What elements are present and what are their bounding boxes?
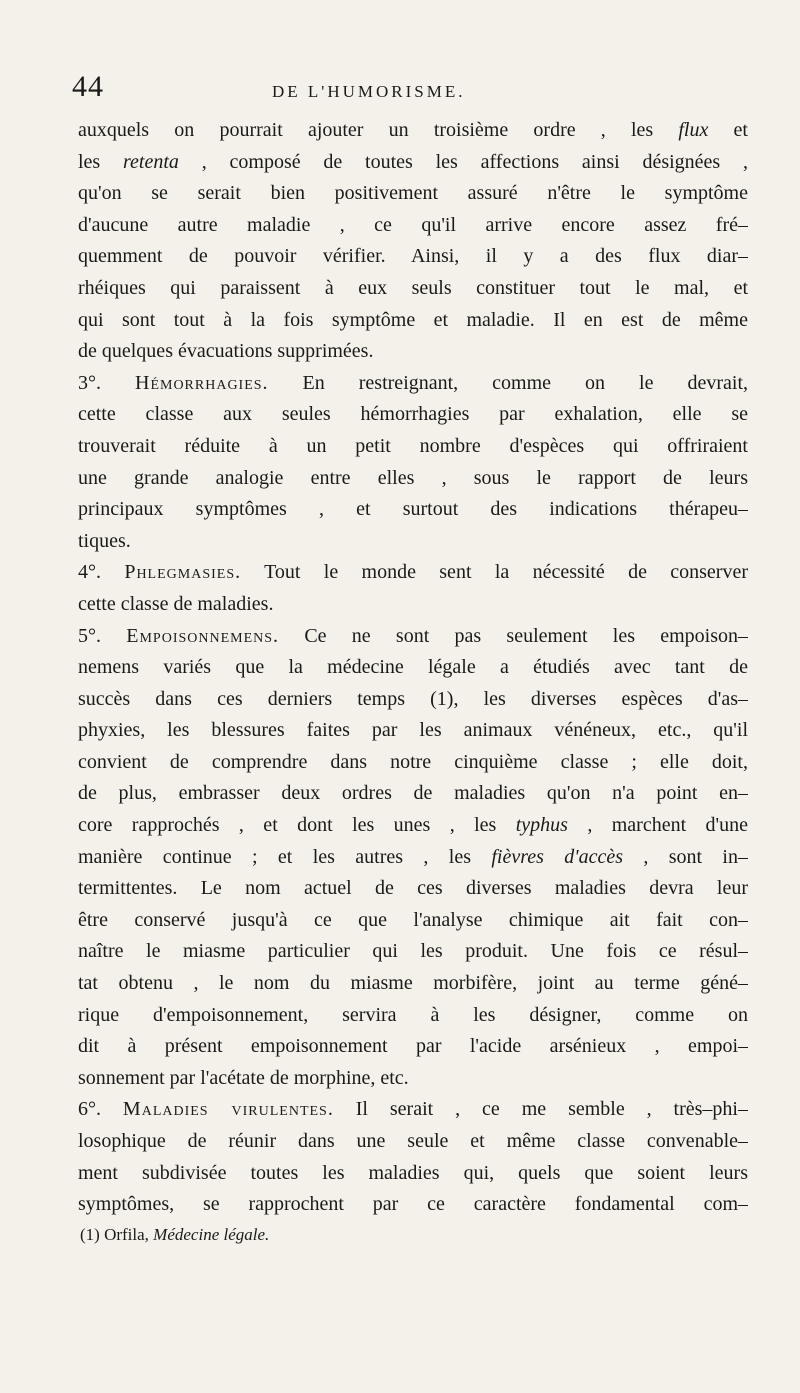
text-run: rhéiques qui paraissent à eux seuls constituer tout le mal, et <box>78 276 748 299</box>
text-run: Tout le monde sent la nécessité de conserver <box>241 561 748 584</box>
text-line <box>78 810 748 842</box>
page-number: 44 <box>72 70 104 103</box>
italic-term: fièvres d'accès <box>491 845 623 868</box>
text-run: naître le miasme particulier qui les produit. Une fois ce résul– <box>78 940 748 963</box>
text-run: Ce ne sont pas seulement les empoison– <box>279 624 748 647</box>
section-heading: Maladies virulentes. <box>122 1098 334 1121</box>
text-line <box>78 431 748 463</box>
text-run: 6°. <box>78 1098 123 1121</box>
text-run: trouverait réduite à un petit nombre d'espèces qui offriraient <box>78 434 748 457</box>
text-line <box>78 778 748 810</box>
text-line <box>78 1000 748 1032</box>
text-line <box>78 1189 748 1221</box>
text-run: losophique de réunir dans une seule et même classe convenable– <box>78 1130 748 1152</box>
text-line <box>78 115 748 147</box>
italic-term: retenta <box>123 150 179 173</box>
text-run: nemens variés que la médecine légale a étudiés avec tant de <box>78 656 748 679</box>
text-line <box>78 747 748 779</box>
text-run: et <box>708 119 748 141</box>
running-title: DE L'HUMORISME. <box>272 82 466 101</box>
text-run: symptômes, se rapprochent par ce caractère fondamental com– <box>78 1193 748 1216</box>
text-run: Il serait , ce me semble , très–phi– <box>333 1098 748 1121</box>
text-run: qui sont tout à la fois symptôme et maladie. Il en est de même <box>78 308 748 331</box>
text-run: auxquels on pourrait ajouter un troisième ordre , les <box>78 119 679 141</box>
text-run: 5°. <box>78 624 127 647</box>
text-run: core rapprochés , et dont les unes , les <box>78 814 516 837</box>
text-run: principaux symptômes , et surtout des indications thérapeu– <box>78 498 748 521</box>
text-run: être conservé jusqu'à ce que l'analyse chimique ait fait con– <box>78 908 748 931</box>
text-run: , sont in– <box>623 845 748 868</box>
text-run: cette classe de maladies. <box>78 592 274 615</box>
text-run: 3°. <box>78 371 135 394</box>
running-head <box>72 70 732 110</box>
text-line <box>78 968 748 1000</box>
text-run: de quelques évacuations supprimées. <box>78 340 374 363</box>
text-run: tiques. <box>78 529 131 552</box>
text-run: En restreignant, comme on le devrait, <box>268 371 748 394</box>
text-line <box>78 368 748 400</box>
text-line <box>78 621 748 653</box>
text-run: les <box>78 150 124 173</box>
text-run: quemment de pouvoir vérifier. Ainsi, il y a des flux diar– <box>78 245 748 268</box>
italic-term: typhus <box>515 814 568 837</box>
text-line <box>78 494 748 526</box>
text-line <box>78 715 748 747</box>
footnote-marker: (1) <box>80 1225 100 1244</box>
text-line <box>78 178 748 210</box>
text-line <box>78 147 748 179</box>
text-run: d'aucune autre maladie , ce qu'il arrive encore assez fré– <box>78 213 748 236</box>
text-run: tat obtenu , le nom du miasme morbifère, joint au terme géné– <box>78 972 748 995</box>
text-line <box>78 1126 748 1158</box>
body-text <box>78 115 748 1221</box>
text-line <box>78 1158 748 1190</box>
text-line <box>78 842 748 874</box>
italic-term: flux <box>678 119 709 141</box>
text-line <box>78 652 748 684</box>
text-run: manière continue ; et les autres , les <box>78 845 492 868</box>
text-run: sonnement par l'acétate de morphine, etc. <box>78 1066 409 1089</box>
text-run: de plus, embrasser deux ordres de maladies qu'on n'a point en– <box>78 782 748 805</box>
text-line <box>78 873 748 905</box>
text-line <box>78 210 748 242</box>
section-heading: Phlegmasies. <box>124 561 242 584</box>
text-line <box>78 399 748 431</box>
text-line <box>78 684 748 716</box>
text-line <box>78 589 748 621</box>
text-run: rique d'empoisonnement, servira à les désigner, comme on <box>78 1003 748 1026</box>
text-run: 4°. <box>78 561 125 584</box>
footnote <box>80 1225 720 1245</box>
text-line <box>78 905 748 937</box>
footnote-work: Médecine légale. <box>153 1225 270 1244</box>
text-run: phyxies, les blessures faites par les animaux vénéneux, etc., qu'il <box>78 719 748 742</box>
text-run: succès dans ces derniers temps (1), les diverses espèces d'as– <box>78 687 748 710</box>
text-line <box>78 463 748 495</box>
text-line <box>78 1094 748 1126</box>
text-run: une grande analogie entre elles , sous le rapport de leurs <box>78 466 748 489</box>
text-run: , marchent d'une <box>567 814 748 837</box>
text-line <box>78 336 748 368</box>
text-line <box>78 305 748 337</box>
text-run: , composé de toutes les affections ainsi désignées , <box>178 150 748 173</box>
text-line <box>78 526 748 558</box>
text-line <box>78 936 748 968</box>
text-run: qu'on se serait bien positivement assuré n'être le symptôme <box>78 182 748 205</box>
footnote-author: Orfila, <box>99 1225 154 1244</box>
text-line <box>78 241 748 273</box>
section-heading: Empoisonnemens. <box>126 624 280 647</box>
section-heading: Hémorrhagies. <box>135 371 269 394</box>
text-line <box>78 557 748 589</box>
text-line <box>78 273 748 305</box>
text-line <box>78 1063 748 1095</box>
text-line <box>78 1031 748 1063</box>
text-run: convient de comprendre dans notre cinquième classe ; elle doit, <box>78 750 748 773</box>
text-run: dit à présent empoisonnement par l'acide arsénieux , empoi– <box>78 1035 748 1058</box>
text-run: cette classe aux seules hémorrhagies par exhalation, elle se <box>78 403 748 426</box>
text-run: ment subdivisée toutes les maladies qui, quels que soient leurs <box>78 1161 748 1184</box>
text-run: termittentes. Le nom actuel de ces diverses maladies devra leur <box>78 877 748 900</box>
